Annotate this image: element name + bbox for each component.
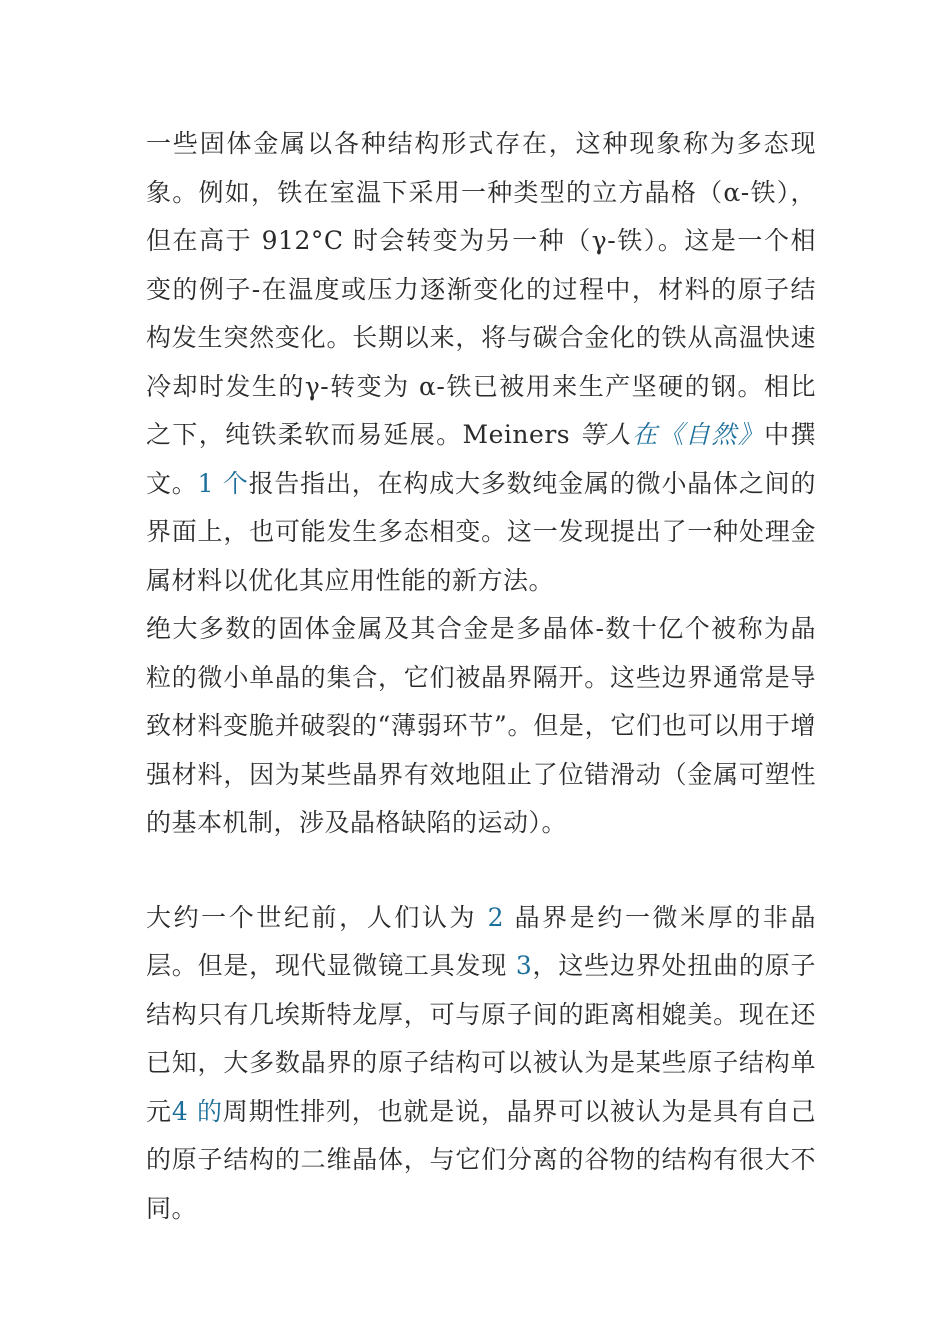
journal-link[interactable]: 在《自然》 (632, 420, 765, 449)
text-segment: 大约一个世纪前，人们认为 (146, 902, 488, 932)
reference-link-2[interactable]: 2 (487, 902, 505, 932)
text-segment: 中撰文。 (146, 420, 816, 498)
text-segment: ，这些边界处扭曲的原子结构只有几埃斯特龙厚，可与原子间的距离相媲美。现在还已知，大多数晶界的原子结构可以被认为是某些原子结构单元 (146, 951, 816, 1126)
reference-link-1[interactable]: 1 个 (197, 468, 249, 498)
text-segment: 晶界是约一微米厚的非晶层。但是，现代显微镜工具发现 (146, 902, 816, 980)
paragraph-polymorphism (146, 120, 816, 605)
paragraph-polycrystals (146, 605, 816, 848)
text-segment: 绝大多数的固体金属及其合金是多晶体-数十亿个被称为晶粒的微小单晶的集合，它们被晶界隔开。这些边界通常是导致材料变脆并破裂的“薄弱环节”。但是，它们也可以用于增强材料，因为某些晶界有效地阻止了位错滑动（金属可塑性的基本机制，涉及晶格缺陷的运动）。 (146, 614, 816, 837)
text-segment-italic: 等人 (579, 420, 633, 449)
text-segment: 报告指出，在构成大多数纯金属的微小晶体之间的界面上，也可能发生多态相变。这一发现提出了一种处理金属材料以优化其应用性能的新方法。 (146, 468, 816, 595)
reference-link-3[interactable]: 3 (515, 951, 533, 980)
text-segment: 一些固体金属以各种结构形式存在，这种现象称为多态现象。例如，铁在室温下采用一种类型的立方晶格（α-铁），但在高于 912°C 时会转变为另一种（γ-铁）。这是一个相变的例子-在温度或压力逐渐变化的过程中，材料的原子结构发生突然变化。长期以来，将与碳合金化的铁从高温快速冷却时发生的γ-转变为 α-铁已被用来生产坚硬的钢。相比之下，纯铁柔软而易延展。Meiners (146, 129, 816, 449)
text-segment: 周期性排列，也就是说，晶界可以被认为是具有自己的原子结构的二维晶体，与它们分离的谷物的结构有很大不同。 (146, 1096, 816, 1223)
reference-link-4[interactable]: 4 的 (171, 1096, 223, 1126)
paragraph-grain-boundaries (146, 894, 816, 1234)
article-body (146, 120, 816, 1233)
